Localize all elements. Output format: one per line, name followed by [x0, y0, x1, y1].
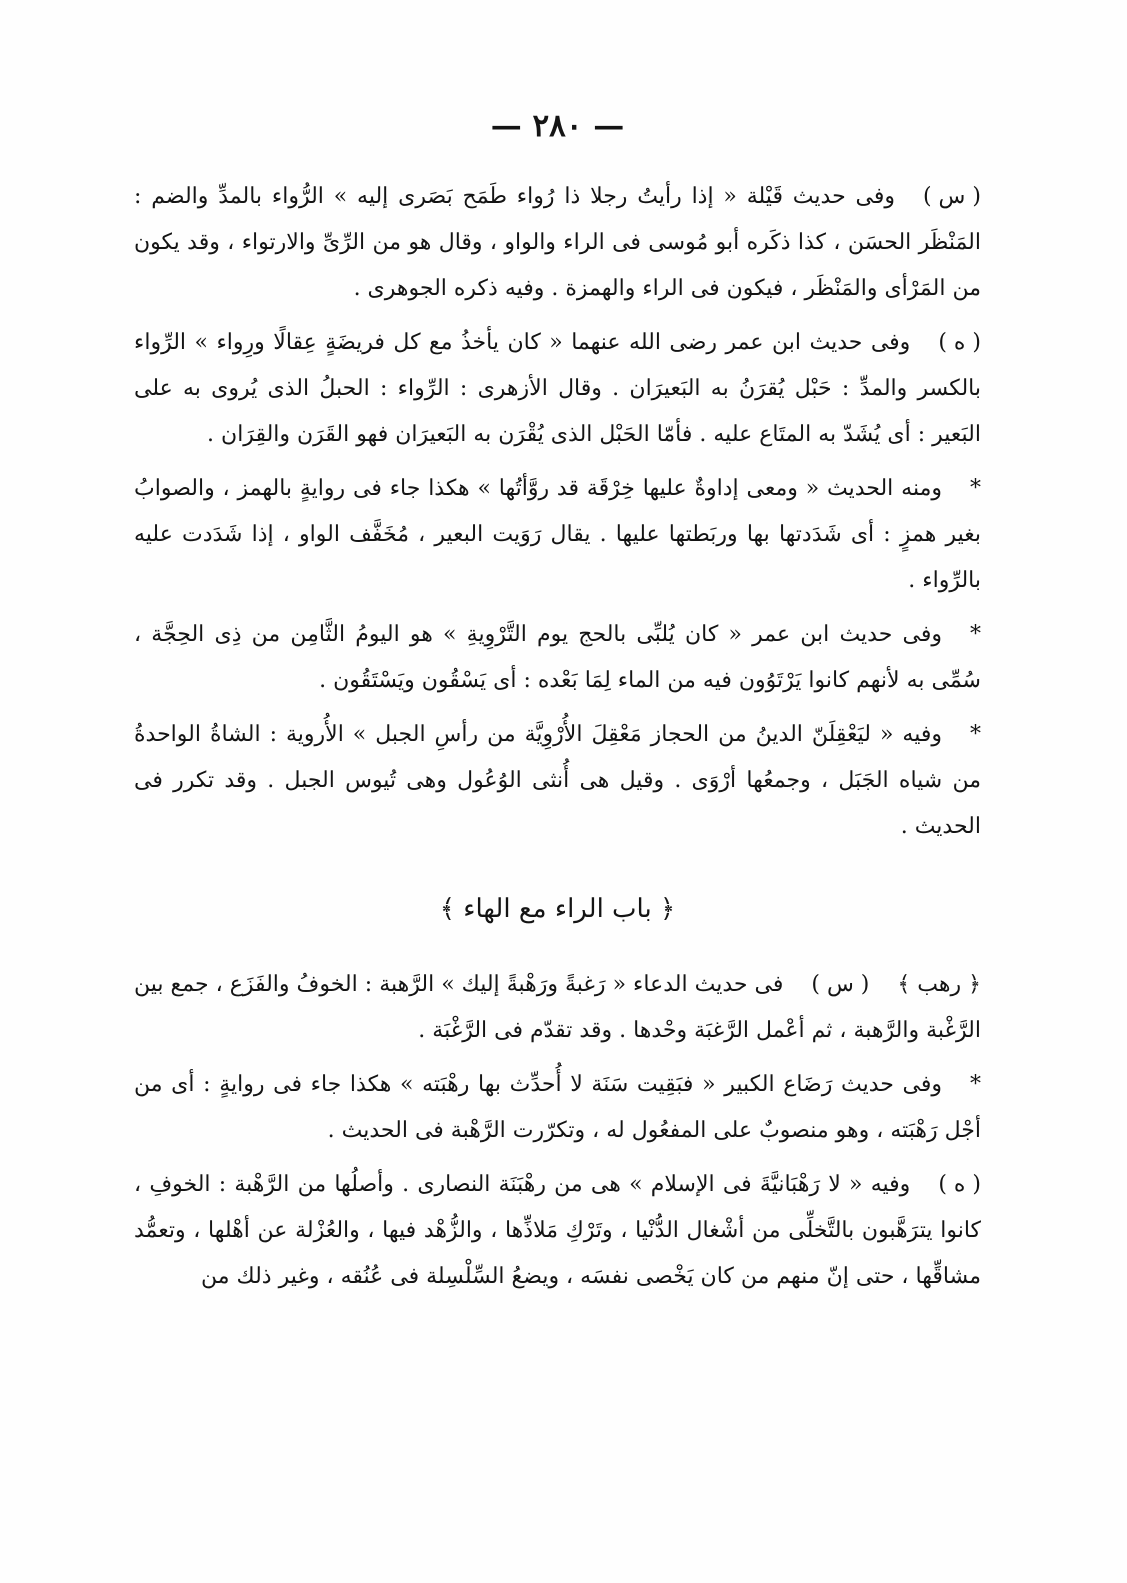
paragraph-text: ومنه الحديث « ومعى إداوةٌ عليها خِرْقَة قد روَّأتُها » هكذا جاء فى روايةٍ بالهمز ، والصوابُ بغير همزٍ : أى شَدَدتها بها وربَطتها عليها . يقال رَوَيت البعير ، مُخَفَّف الواو ، إذا شَدَدت عليه بالرِّواء .: [134, 476, 981, 593]
source-tag: ( س ): [811, 972, 870, 997]
paragraph-text: وفى حديث ابن عمر رضى الله عنهما « كان يأخذُ مع كل فريضَةٍ عِقالًا ورِواء » الرِّواء بالكسر والمدِّ : حَبْل يُقرَنُ به البَعيرَان . وقال الأزهرى : الرِّواء : الحبلُ الذى يُروى به على البَعير : أى يُشَدّ به المتَاع عليه . فأمّا الحَبْل الذى يُقْرَن به البَعيرَان فهو القَرَن والقِرَان .: [134, 330, 981, 447]
paragraph-text: فى حديث الدعاء « رَغبةً ورَهْبةً إليك » الرَّهبة : الخوفُ والفَزَع ، جمع بين الرَّغْبة والرَّهبة ، ثم أعْمل الرَّغبَة وحْدها . وقد تقدّم فى الرَّغْبَة .: [134, 972, 981, 1043]
root-tag: ﴿ رهب ﴾: [897, 972, 981, 997]
star-marker: *: [970, 722, 981, 747]
entry-block-rawa: [134, 174, 981, 850]
star-marker: *: [970, 1072, 981, 1097]
paragraph-hadith-tarwiya: [134, 612, 981, 704]
paragraph-hadith-ibn-umar-riwa: [134, 320, 981, 458]
paragraph-text: وفيه « لا رَهْبَانيَّةَ فى الإسلام » هى من رهْبَنَة النصارى . وأصلُها من الرَّهْبة : الخوفِ ، كانوا يترَهَّبون بالتَّخلِّى من أشْغال الدُّنْيا ، وتَرْكِ مَلاذِّها ، والزُّهْد فيها ، والعُزْلة عن أهْلها ، وتعمُّد مشاقِّها ، حتى إنّ منهم من كان يَخْصى نفسَه ، ويضعُ السِّلْسِلة فى عُنُقه ، وغير ذلك من: [134, 1172, 981, 1289]
star-marker: *: [970, 476, 981, 501]
paragraph-hadith-idawa: [134, 466, 981, 604]
paragraph-rahab-dua: [134, 962, 981, 1054]
paragraph-hadith-qayla: [134, 174, 981, 312]
source-tag: ( س ): [922, 184, 981, 209]
paragraph-text: وفى حديث ابن عمر « كان يُلبِّى بالحج يوم التَّرْوِيةِ » هو اليومُ الثَّامِن من ذِى الحِجَّة ، سُمِّى به لأنهم كانوا يَرْتَوُون فيه من الماء لِمَا بَعْده : أى يَسْقُون ويَسْتَقُون .: [134, 622, 981, 693]
paragraph-hadith-arwiya: [134, 712, 981, 850]
source-tag: ( ه ): [938, 330, 981, 355]
paragraph-text: وفى حديث قَيْلة « إذا رأيتُ رجلا ذا رُواء طَمَح بَصَرى إليه » الرُّواء بالمدِّ والضم : المَنْظَر الحسَن ، كذا ذكَره أبو مُوسى فى الراء والواو ، وقال هو من الرِّىِّ والارتواء ، وقد يكون من المَرْأى والمَنْظَر ، فيكون فى الراء والهمزة . وفيه ذكره الجوهرى .: [134, 184, 981, 301]
source-tag: ( ه ): [938, 1172, 981, 1197]
paragraph-rahab-rada: [134, 1062, 981, 1154]
entry-block-rahab: [134, 962, 981, 1300]
paragraph-rahbaniyya: [134, 1162, 981, 1300]
page-number: — ٢٨٠ —: [490, 108, 625, 144]
section-heading: ﴿ باب الراء مع الهاء ﴾: [439, 894, 676, 924]
paragraph-text: وفيه « ليَعْقِلَنّ الدينُ من الحجاز مَعْقِلَ الأُرْوِيَّة من رأسِ الجبل » الأُروية : الشاةُ الواحدةُ من شياه الجَبَل ، وجمعُها أرْوَى . وقيل هى أُنثى الوُعُول وهى تُيوس الجبل . وقد تكرر فى الحديث .: [134, 722, 981, 839]
star-marker: *: [970, 622, 981, 647]
paragraph-text: وفى حديث رَضَاع الكبير « فبَقِيت سَنَة لا أُحدِّث بها رهْبَته » هكذا جاء فى روايةٍ : أى من أجْل رَهْبَته ، وهو منصوبٌ على المفعُول له ، وتكرّرت الرَّهْبة فى الحديث .: [134, 1072, 981, 1143]
